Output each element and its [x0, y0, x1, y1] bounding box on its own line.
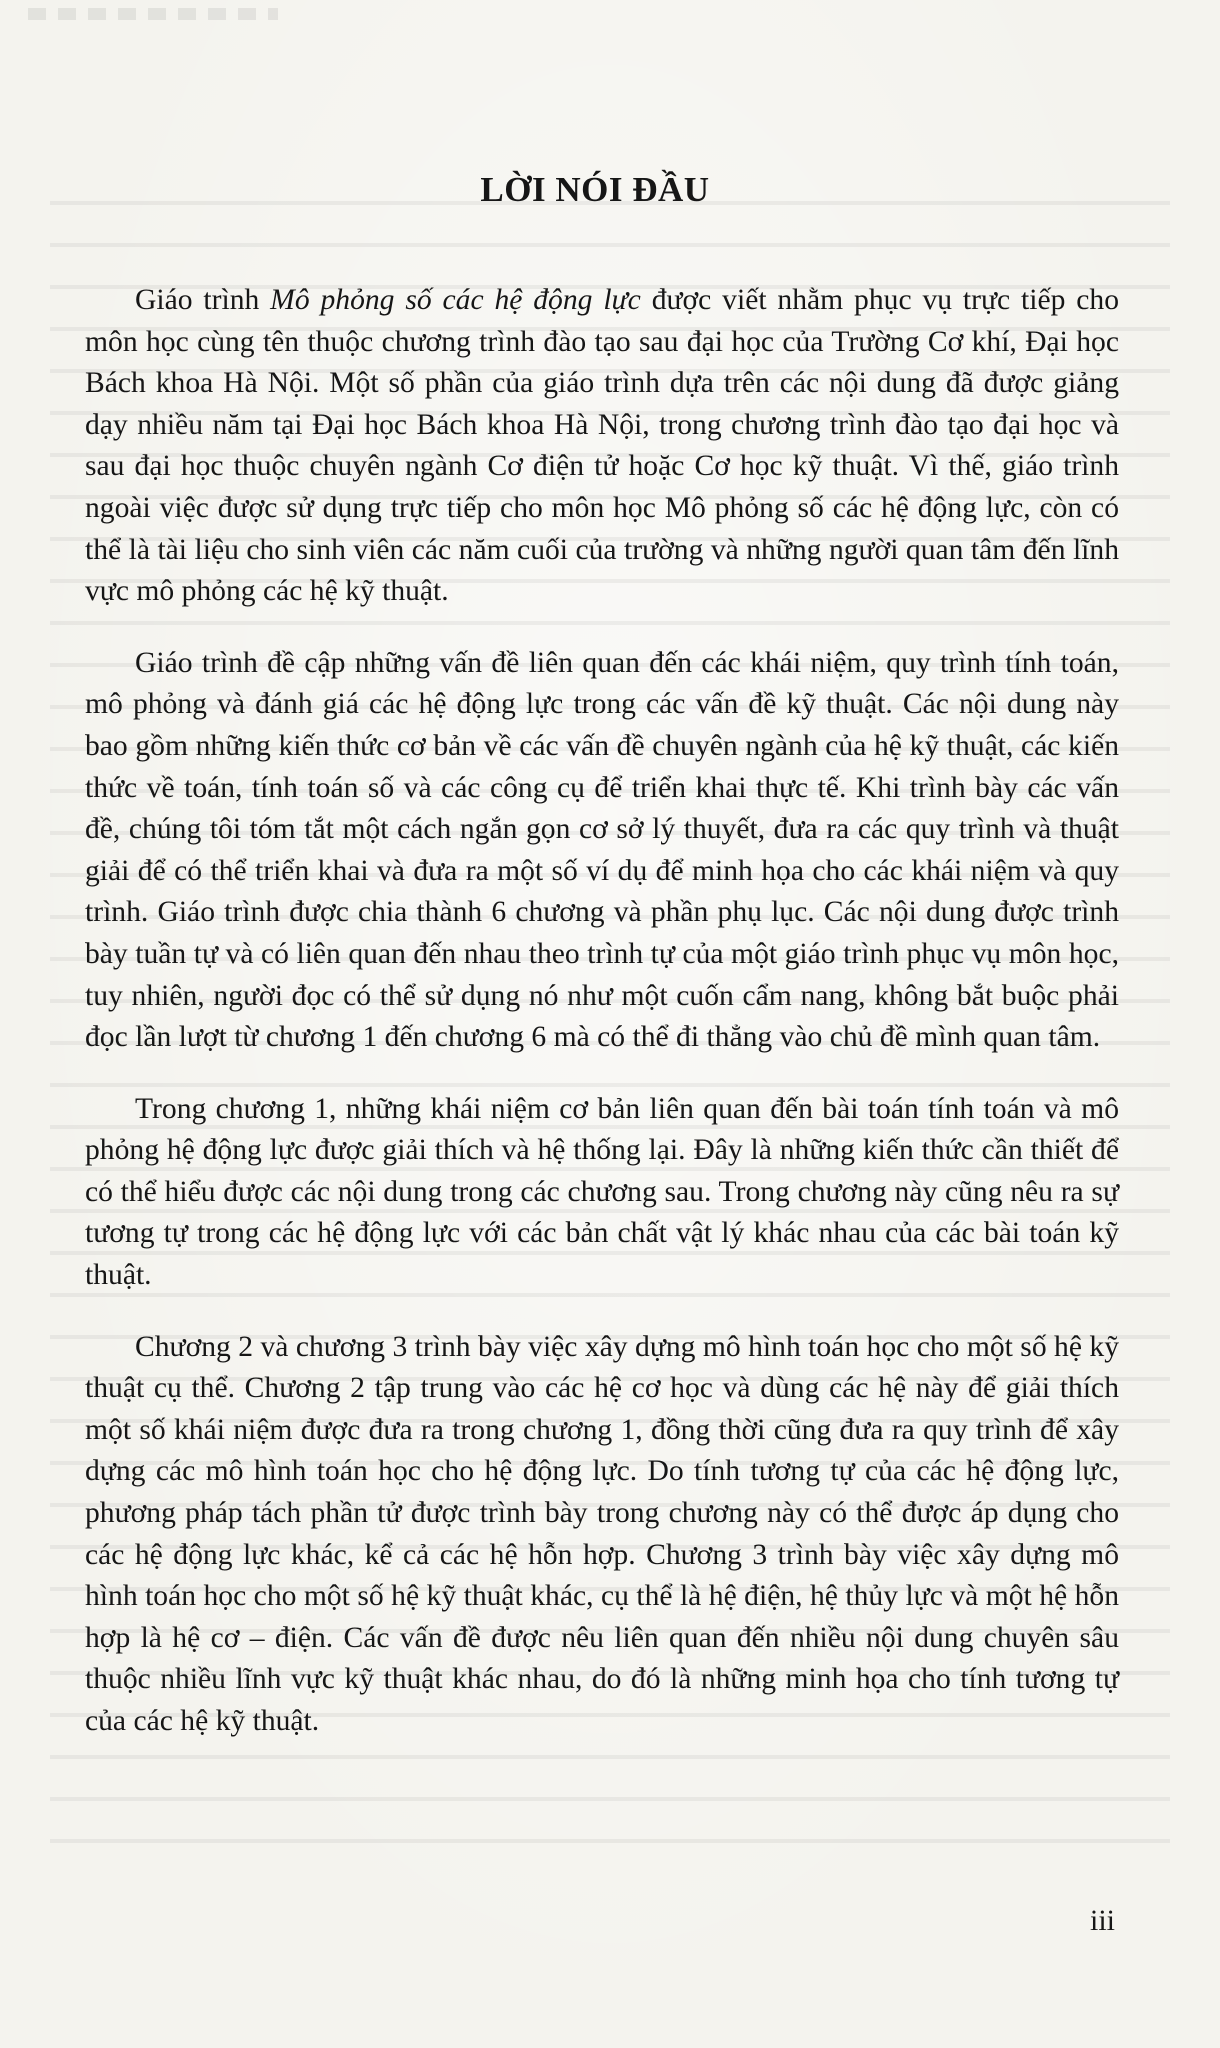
paragraph-1-rest: được viết nhằm phục vụ trực tiếp cho môn học cùng tên thuộc chương trình đào tạo sau đại học của Trường Cơ khí, Đại học Bách khoa Hà Nội. Một số phần của giáo trình dựa trên các nội dung đã được giảng dạy nhiều năm tại Đại học Bách khoa Hà Nội, trong chương trình đào tạo đại học và sau đại học thuộc chuyên ngành Cơ điện tử hoặc Cơ học kỹ thuật. Vì thế, giáo trình ngoài việc được sử dụng trực tiếp cho môn học Mô phỏng số các hệ động lực, còn có thể là tài liệu cho sinh viên các năm cuối của trường và những người quan tâm đến lĩnh vực mô phỏng các hệ kỹ thuật.: [85, 284, 1120, 608]
preface-body: [85, 280, 1119, 1743]
scan-artifact: [28, 8, 278, 20]
paragraph-1: [85, 280, 1119, 613]
book-title-italic: Mô phỏng số các hệ động lực: [270, 284, 641, 316]
paragraph-1-lead: Giáo trình: [135, 284, 271, 316]
paragraph-4: Chương 2 và chương 3 trình bày việc xây dựng mô hình toán học cho một số hệ kỹ thuật cụ thể. Chương 2 tập trung vào các hệ cơ học và dùng các hệ này để giải thích một số khái niệm được đưa ra trong chương 1, đồng thời cũng đưa ra quy trình để xây dựng các mô hình toán học cho hệ động lực. Do tính tương tự của các hệ động lực, phương pháp tách phần tử được trình bày trong chương này có thể được áp dụng cho các hệ động lực khác, kể cả các hệ hỗn hợp. Chương 3 trình bày việc xây dựng mô hình toán học cho một số hệ kỹ thuật khác, cụ thể là hệ điện, hệ thủy lực và một hệ hỗn hợp là hệ cơ – điện. Các vấn đề được nêu liên quan đến nhiều nội dung chuyên sâu thuộc nhiều lĩnh vực kỹ thuật khác nhau, do đó là những minh họa cho tính tương tự của các hệ kỹ thuật.: [85, 1330, 1119, 1737]
paragraph-3: Trong chương 1, những khái niệm cơ bản liên quan đến bài toán tính toán và mô phỏng hệ động lực được giải thích và hệ thống lại. Đây là những kiến thức cần thiết để có thể hiểu được các nội dung trong các chương sau. Trong chương này cũng nêu ra sự tương tự trong các hệ động lực với các bản chất vật lý khác nhau của các bài toán kỹ thuật.: [85, 1092, 1119, 1292]
page-title: LỜI NÓI ĐẦU: [480, 170, 710, 209]
paragraph-2: Giáo trình đề cập những vấn đề liên quan đến các khái niệm, quy trình tính toán, mô phỏng và đánh giá các hệ động lực trong các vấn đề kỹ thuật. Các nội dung này bao gồm những kiến thức cơ bản về các vấn đề chuyên ngành của hệ kỹ thuật, các kiến thức về toán, tính toán số và các công cụ để triển khai thực tế. Khi trình bày các vấn đề, chúng tôi tóm tắt một cách ngắn gọn cơ sở lý thuyết, đưa ra các quy trình và thuật giải để có thể triển khai và đưa ra một số ví dụ để minh họa cho các khái niệm và quy trình. Giáo trình được chia thành 6 chương và phần phụ lục. Các nội dung được trình bày tuần tự và có liên quan đến nhau theo trình tự của một giáo trình phục vụ môn học, tuy nhiên, người đọc có thể sử dụng nó như một cuốn cẩm nang, không bắt buộc phải đọc lần lượt từ chương 1 đến chương 6 mà có thể đi thẳng vào chủ đề mình quan tâm.: [85, 646, 1119, 1054]
page-number: iii: [1090, 1904, 1116, 1937]
